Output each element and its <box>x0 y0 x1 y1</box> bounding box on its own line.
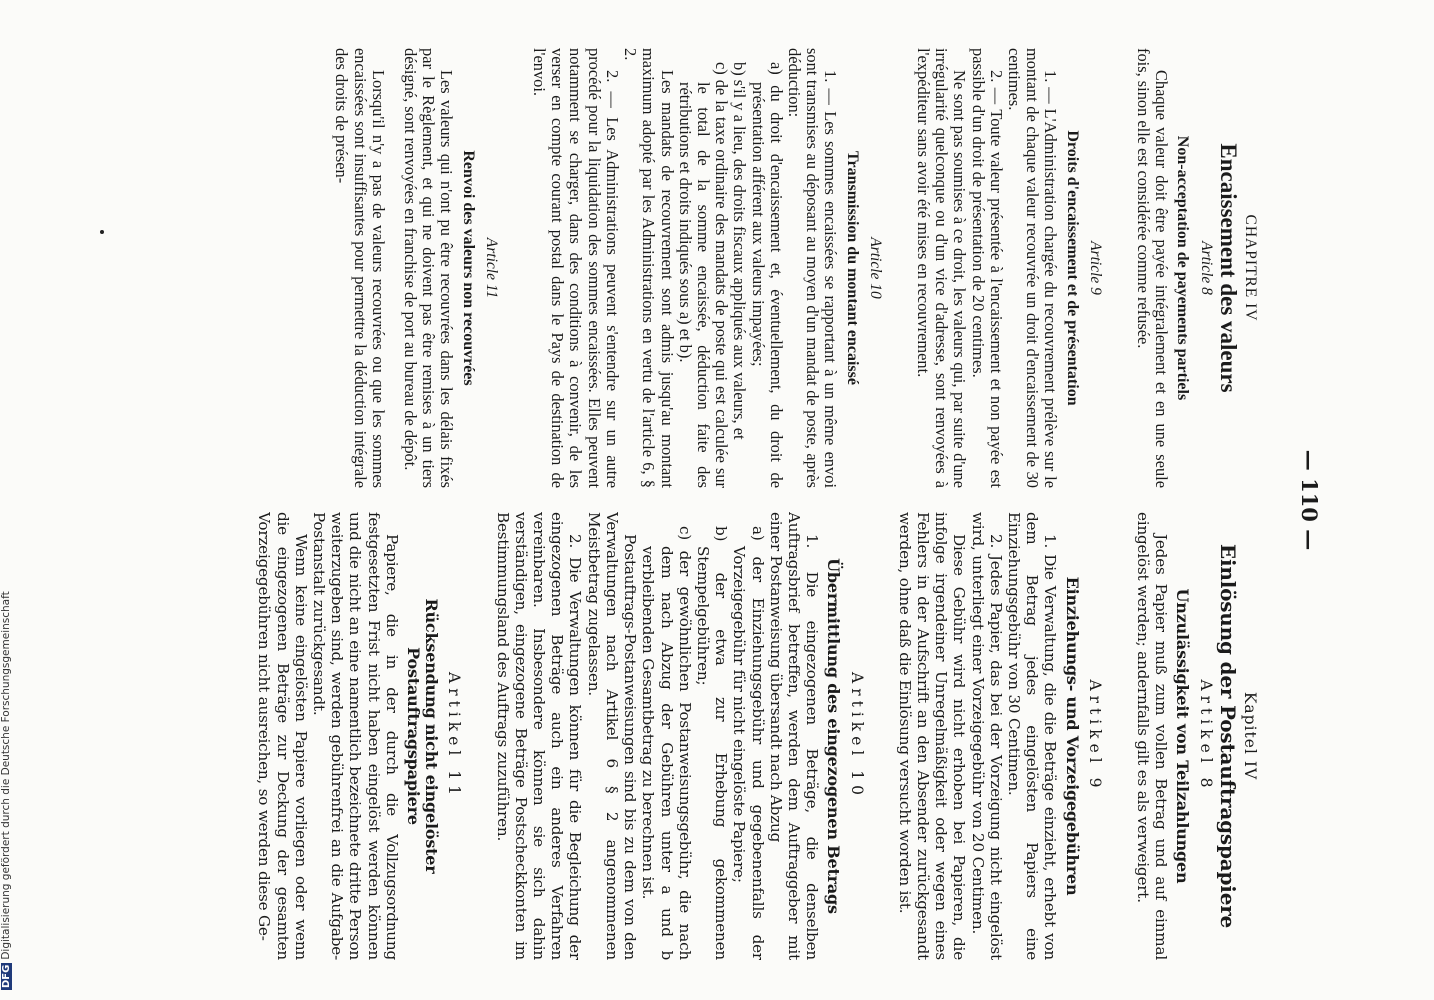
fr-article-10-subtitle: Transmission du montant encaissé <box>843 151 861 385</box>
french-column <box>40 48 1259 488</box>
de-article-11-para-1: Papiere, die in der durch die Vollzugsordnung festgesetzten Frist nicht haben eingelöst werden können und die nicht an eine namentlich bezeichnete dritte Person weiterzugeben sind, werden gebührenfrei an die Aufgabe-Postanstalt zurückgesandt. <box>310 512 401 960</box>
fr-article-11-para-1: Les valeurs qui n'ont pu être recouvrées dans les délais fixés par le Règlement, et qui ne doivent pas être remises à un tiers désigné, sont renvoyées en franchise de port au bureau de dépôt. <box>401 48 457 488</box>
de-article-10-item-c: c) der gewöhnlichen Postanweisungsgebühr, die nach dem nach Abzug der Gebühren unter a und b verbleibenden Gesamtbetrag zu berechnen ist. <box>639 526 694 960</box>
de-article-11-para-2: Wenn keine eingelösten Papiere vorliegen oder wenn die eingezogenen Beträge zur Deckung der gesamten Vorzeigegebühren nicht ausreichen, so werden diese Ge- <box>255 512 310 960</box>
fr-article-8-heading: Article 8 <box>1197 241 1215 295</box>
de-article-10-heading: Artikel 10 <box>847 672 866 800</box>
fr-article-10-item-c: c) de la taxe ordinaire des mandats de poste qui est calculée sur le total de la somme encaissée, déduction faite des rétributions et droits indiqués sous a) et b). <box>675 62 732 488</box>
print-speck <box>100 230 104 234</box>
de-article-10-item-b: b) der etwa zur Erhebung gekommenen Stempelgebühren; <box>693 526 731 960</box>
dfg-watermark <box>0 591 12 990</box>
fr-article-10-item-a: a) du droit d'encaissement et, éventuellement, du droit de présentation afférent aux valeurs impayées; <box>748 62 786 488</box>
german-column <box>40 512 1259 960</box>
fr-article-10-para-1: 1. — Les sommes encaissées se rapportant à un même envoi sont transmises au déposant au moyen d'un mandat de poste, après déduction: <box>784 48 841 488</box>
fr-article-10-para-3: 2. — Les Administrations peuvent s'entendre sur un autre procédé pour la liquidation des sommes encaissées. Elles peuvent notamment se charger, dans des conditions à convenir, de les verser en compte courant postal dans le Pays de destination de l'envoi. <box>530 48 622 488</box>
fr-article-9-para-3: Ne sont pas soumises à ce droit, les valeurs qui, par suite d'une irrégularité quelconque ou d'un vice d'adresse, sont renvoyées à l'expéditeur sans avoir été mises en recouvrement. <box>913 48 970 488</box>
fr-article-9-para-1: 1. — L'Administration chargée du recouvrement prélève sur le montant de chaque valeur recouvrée un droit d'encaissement de 30 centimes. <box>1004 48 1061 488</box>
fr-title: Encaissement des valeurs <box>1215 143 1241 393</box>
fr-article-8-text: Chaque valeur doit être payée intégralement et en une seule fois, sinon elle est considérée comme refusée. <box>1133 48 1172 488</box>
de-title: Einlösung der Postauftragspapiere <box>1215 543 1240 929</box>
de-article-10-para-3: 2. Die Verwaltungen können für die Begleichung der eingezogenen Beträge auch ein anderes Verfahren vereinbaren. Insbesondere können sie sich dahin verständigen, eingezogene Beträge Postscheckkonten im Bestimmungsland des Auftrags zuzuführen. <box>493 512 585 960</box>
de-article-10-para-2: Postauftrags-Postanweisungen sind bis zu dem von den Verwaltungen nach Artikel 6 § 2 angenommenen Meistbetrag zugelassen. <box>584 512 640 960</box>
de-article-8-heading: Artikel 8 <box>1196 679 1215 793</box>
de-article-9-para-1: 1. Die Verwaltung, die die Beträge einzieht, erhebt von dem Betrag jedes eingelösten Papiers eine Einziehungsgebühr von 30 Centimen. <box>1004 512 1060 960</box>
de-article-8-text: Jedes Papier muß zum vollen Betrag und auf einmal eingelöst werden; andernfalls gilt es als verweigert. <box>1133 512 1171 960</box>
de-article-11-heading: Artikel 11 <box>445 672 464 800</box>
dfg-logo-icon: DFG <box>1 964 12 988</box>
de-article-9-subtitle: Einziehungs- und Vorzeigegebühren <box>1062 576 1082 896</box>
fr-article-9-heading: Article 9 <box>1086 241 1104 295</box>
de-article-11-subtitle: Rücksendung nicht eingelöster Postauftragspapiere <box>404 598 442 874</box>
fr-article-11-heading: Article 11 <box>482 237 500 299</box>
fr-article-8-subtitle: Non-acceptation de payements partiels <box>1174 135 1192 401</box>
fr-article-11-subtitle: Renvoi des valeurs non recouvrées <box>459 150 477 386</box>
de-article-9-heading: Artikel 9 <box>1085 679 1104 793</box>
de-article-10-para-1: 1. Die eingezogenen Beträge, die denselben Auftragsbrief betreffen, werden dem Auftraggeber mit einer Postanweisung übersandt nach Abzug <box>766 512 822 960</box>
fr-article-9-para-2: 2. — Toute valeur présentée à l'encaissement et non payée est passible d'un droit de présentation de 20 centimes. <box>968 48 1006 488</box>
de-article-9-para-3: Diese Gebühr wird nicht erhoben bei Papieren, die infolge irgendeiner Unregelmäßigkeit oder wegen eines Fehlers in der Aufschrift an den Absender zurückgesandt werden, ohne daß die Einlösung versucht worden ist. <box>895 512 969 960</box>
page-number: — 110 — <box>1297 449 1322 551</box>
watermark-text: Digitalisierung gefördert durch die Deutsche Forschungsgemeinschaft <box>0 591 12 960</box>
de-article-9-para-2: 2. Jedes Papier, das bei der Vorzeigung nicht eingelöst wird, unterliegt einer Vorzeigegebühr von 20 Centimen. <box>968 512 1005 960</box>
de-article-10-item-a: a) der Einziehungsgebühr und gegebenenfalls der Vorzeigegebühr für nicht eingelöste Papiere; <box>730 526 767 960</box>
fr-article-10-heading: Article 10 <box>866 237 884 299</box>
fr-article-9-subtitle: Droits d'encaissement et de présentation <box>1063 130 1081 406</box>
fr-article-11-para-2: Lorsqu'il n'y a pas de valeurs recouvrées ou que les sommes encaissées sont insuffisantes pour permettre la déduction intégrale des droits de présen- <box>332 48 388 488</box>
fr-article-10-para-2: Les mandats de recouvrement sont admis jusqu'au montant maximum adopté par les Administrations en vertu de l'article 6, § 2. <box>621 48 677 488</box>
de-article-10-subtitle: Übermittlung des eingezogenen Betrags <box>824 558 844 914</box>
de-article-8-subtitle: Unzulässigkeit von Teilzahlungen <box>1173 588 1193 884</box>
de-chapter: Kapitel IV <box>1241 691 1259 781</box>
fr-chapter: CHAPITRE IV <box>1242 214 1259 322</box>
fr-article-10-item-b: b) s'il y a lieu, des droits fiscaux appliqués aux valeurs, et <box>730 62 750 440</box>
